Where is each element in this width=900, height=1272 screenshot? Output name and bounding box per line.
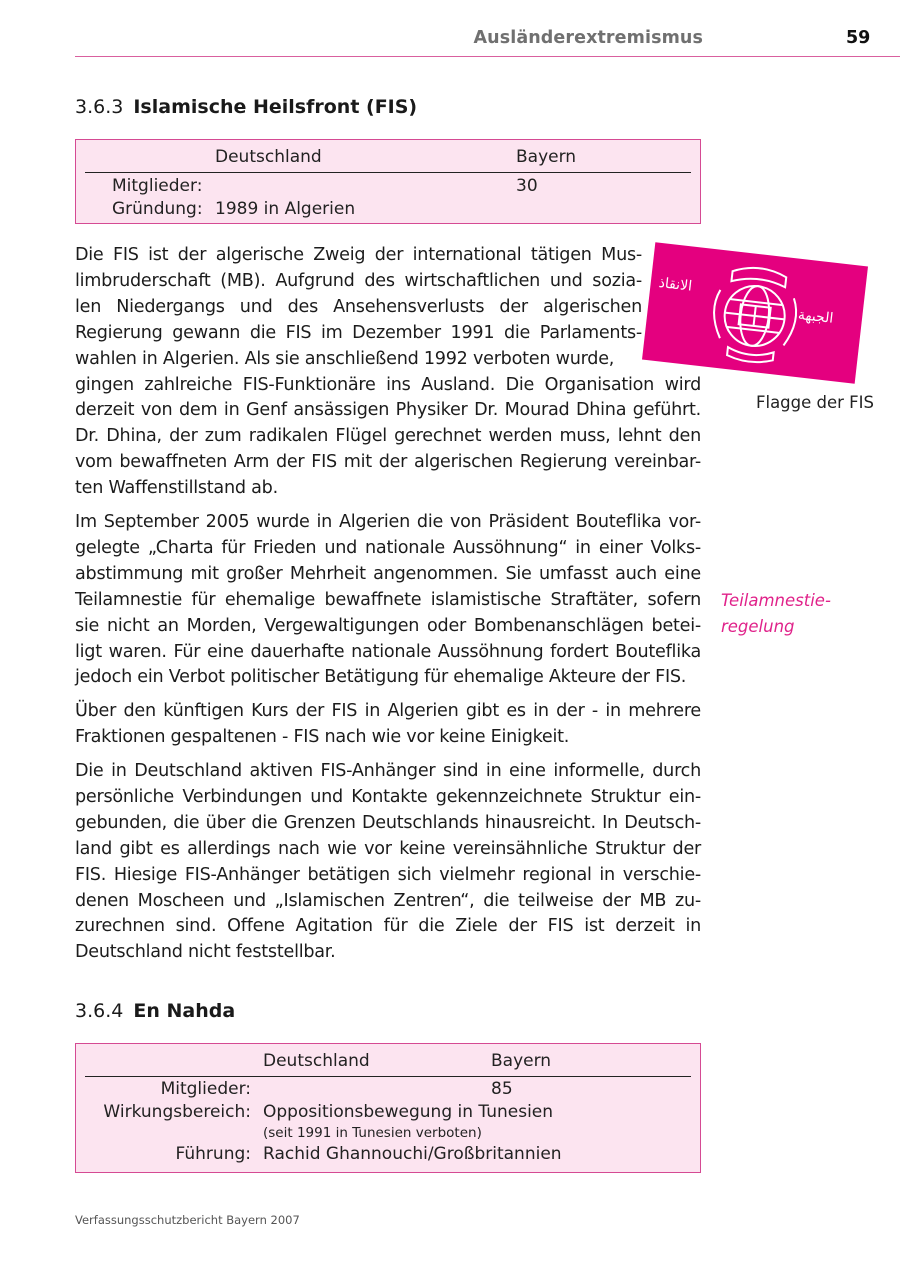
header-divider [75, 56, 900, 57]
sphere-note: (seit 1991 in Tunesien verboten) [263, 1125, 482, 1141]
text-line: len Niedergangs und des Ansehensverlusts der algerischen [75, 296, 642, 317]
running-head [0, 28, 900, 56]
section-number: 3.6.3 [75, 96, 124, 118]
marginal-note-line: Teilamnestie- [721, 591, 831, 610]
text-line: denen Moscheen und „Islamischen Zentren“, die teilweise der MB zu- [75, 890, 701, 911]
text-line: Fraktionen gespaltenen - FIS nach wie vor keine Einigkeit. [75, 726, 570, 747]
sphere-value: Oppositionsbewegung in Tunesien [263, 1102, 554, 1122]
page-footer: Verfassungsschutzbericht Bayern 2007 [75, 1213, 300, 1227]
text-line: Deutschland nicht feststellbar. [75, 942, 336, 963]
running-head-section: Ausländerextremismus [473, 28, 703, 48]
column-header-germany: Deutschland [263, 1051, 370, 1071]
text-line: Teilamnestie für ehemalige bewaffnete islamistische Straftäter, sofern [75, 589, 701, 610]
paragraph-fis-intro [75, 243, 701, 502]
text-line: Im September 2005 wurde in Algerien die von Präsident Bouteflika vor- [75, 512, 701, 532]
marginal-note-line: regelung [721, 616, 795, 636]
text-line: Regierung gewann die FIS im Dezember 1991 die Parlaments- [75, 322, 642, 343]
row-label-members: Mitglieder: [112, 176, 203, 196]
text-line: FIS. Hiesige FIS-Anhänger betätigen sich vielmehr regional in verschie- [75, 864, 701, 885]
text-line: Die in Deutschland aktiven FIS-Anhänger sind in eine informelle, durch [75, 761, 701, 781]
row-label-sphere: Wirkungsbereich: [103, 1102, 251, 1122]
founding-value: 1989 in Algerien [215, 199, 356, 219]
svg-text:ﺍﻟﺠﺒﻬﺔ: ﺍﻟﺠﺒﻬﺔ [797, 306, 835, 327]
page-number: 59 [846, 28, 871, 48]
paragraph-charta [75, 510, 701, 691]
info-box-header [76, 140, 700, 171]
text-line: jedoch ein Verbot politischer Betätigung für ehemalige Akteure der FIS. [75, 667, 687, 688]
text-line: limbruderschaft (MB). Aufgrund des wirtschaftlichen und sozia- [75, 270, 642, 291]
text-line: persönliche Verbindungen und Kontakte gekennzeichnete Struktur ein- [75, 786, 701, 807]
figure-caption: Flagge der FIS [756, 393, 875, 412]
column-header-germany: Deutschland [215, 147, 322, 167]
svg-text:ﺍﻻﻧﻘﺎﺫ: ﺍﻻﻧﻘﺎﺫ [657, 274, 693, 295]
info-box-header [76, 1044, 700, 1075]
section-title: En Nahda [133, 1000, 236, 1022]
marginal-note [721, 588, 831, 639]
text-line: Dr. Dhina, der zum radikalen Flügel gerechnet werden muss, lehnt den [75, 426, 701, 447]
info-box-rule [85, 172, 691, 173]
column-header-bavaria: Bayern [516, 147, 577, 167]
section-heading-en-nahda [75, 1000, 235, 1022]
section-heading-fis [75, 96, 417, 118]
text-line: sie nicht an Morden, Vergewaltigungen oder Bombenanschlägen betei- [75, 615, 701, 636]
text-line: wahlen in Algerien. Als sie anschließend 1992 verboten wurde, [75, 348, 615, 369]
text-line: vom bewaffneten Arm der FIS mit der algerischen Regierung vereinbar- [75, 452, 701, 473]
row-label-leadership: Führung: [175, 1144, 251, 1164]
section-number: 3.6.4 [75, 1000, 124, 1022]
text-line: derzeit von dem in Genf ansässigen Physiker Dr. Mourad Dhina geführt. [75, 400, 701, 421]
column-header-bavaria: Bayern [491, 1051, 552, 1071]
members-bavaria-value: 85 [491, 1079, 513, 1099]
text-line: gebunden, die über die Grenzen Deutschlands hinausreicht. In Deutsch- [75, 812, 701, 833]
section-title: Islamische Heilsfront (FIS) [133, 96, 418, 118]
text-line: zurechnen sind. Offene Agitation für die Ziele der FIS ist derzeit in [75, 916, 701, 937]
en-nahda-info-box [75, 1043, 701, 1173]
text-line: ligt waren. Für eine dauerhafte nationale Aussöhnung fordert Bouteflika [75, 641, 701, 662]
text-line: Über den künftigen Kurs der FIS in Algerien gibt es in der - in mehrere [75, 701, 701, 721]
paragraph-future-course [75, 699, 701, 751]
row-label-members: Mitglieder: [160, 1079, 251, 1099]
members-bavaria-value: 30 [516, 176, 538, 196]
info-box-rule [85, 1076, 691, 1077]
text-line: abstimmung mit großer Mehrheit angenommen. Sie umfasst auch eine [75, 563, 701, 584]
text-line: ten Waffenstillstand ab. [75, 478, 278, 499]
row-label-founding: Gründung: [112, 199, 203, 219]
text-line: Die FIS ist der algerische Zweig der international tätigen Mus- [75, 245, 642, 265]
text-line: gelegte „Charta für Frieden und nationale Aussöhnung“ in einer Volks- [75, 537, 701, 558]
paragraph-germany-activity [75, 759, 701, 966]
text-line: land gibt es allerdings nach wie vor keine vereinsähnliche Struktur der [75, 838, 701, 859]
fis-info-box [75, 139, 701, 224]
text-line: gingen zahlreiche FIS-Funktionäre ins Ausland. Die Organisation wird [75, 374, 701, 395]
leadership-value: Rachid Ghannouchi/Großbritannien [263, 1144, 562, 1164]
